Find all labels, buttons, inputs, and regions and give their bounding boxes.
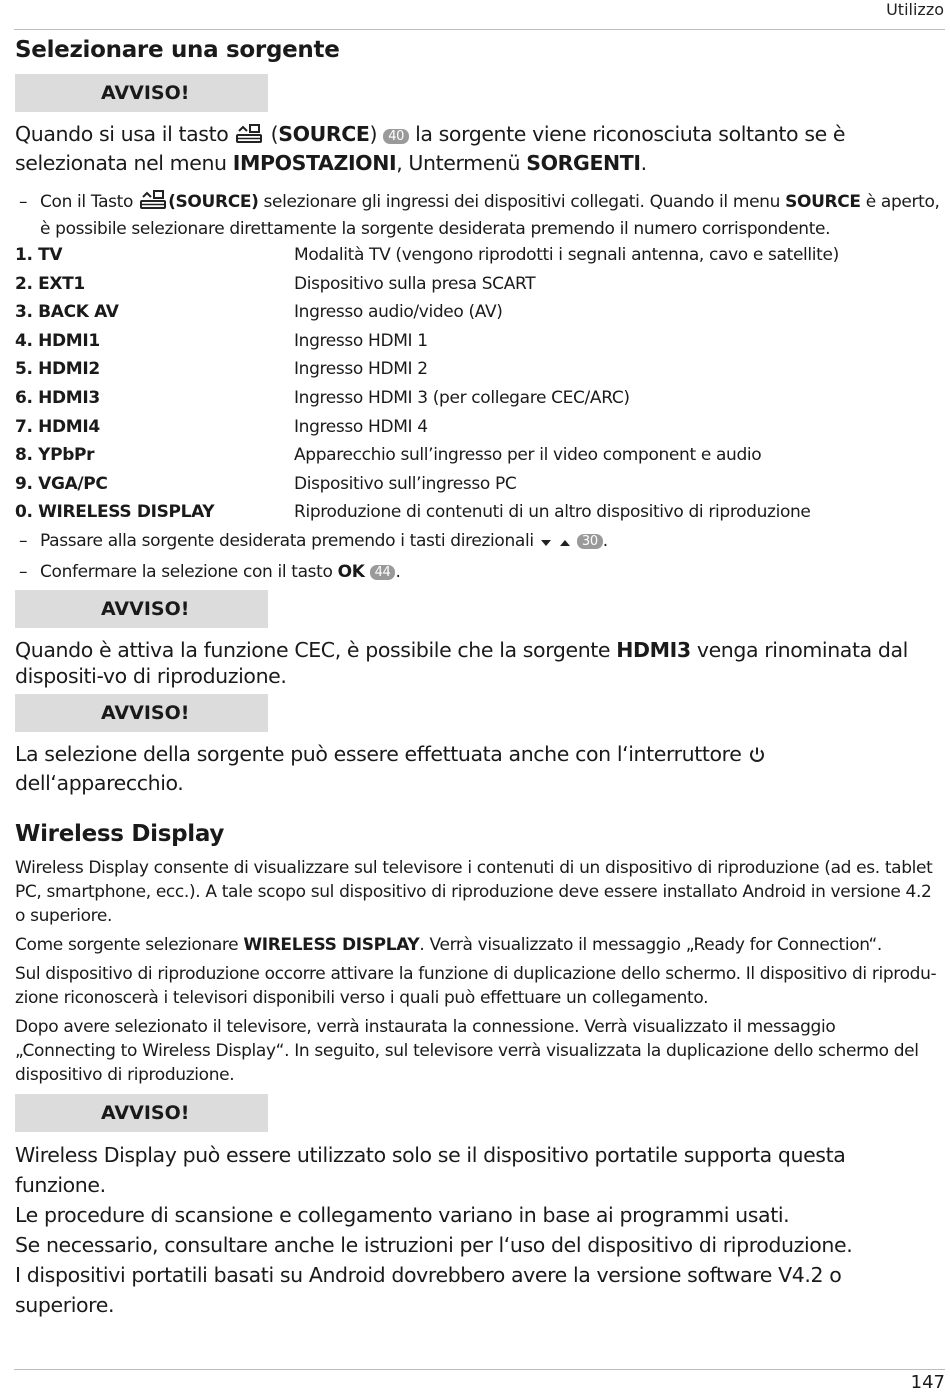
section-title-select-source: Selezionare una sorgente: [15, 37, 340, 63]
paragraph: Dopo avere selezionato il televisore, verrà instaurata la connessione. Verrà visualizzato il messaggio „Connecting to Wireless Display“. In seguito, sul televisore verrà visualizzata la duplicazione dello schermo del dispositivo di riproduzione.: [15, 1016, 919, 1085]
arrow-down-icon: [539, 530, 553, 558]
notice-line: Le procedure di scansione e collegamento variano in base ai programmi usati.: [15, 1202, 790, 1227]
notice-line: Se necessario, consultare anche le istruzioni per l‘uso del dispositivo di riproduzione.: [15, 1232, 853, 1257]
paragraph: Wireless Display consente di visualizzare sul televisore i contenuti di un dispositivo di riproduzione (ad es. tablet PC, smartphone, ecc.). A tale scopo sul dispositivo di riproduzione deve essere installato Android in versione 4.2 o superiore.: [15, 857, 933, 926]
paragraph: Come sorgente selezionare WIRELESS DISPLAY. Verrà visualizzato il messaggio „Ready for Connection“.: [15, 934, 882, 955]
instruction-item: – Con il Tasto (SOURCE) selezionare gli ingressi dei dispositivi collegati. Quando il menu SOURCE è aperto, è possibile selezionare direttamente la sorgente desiderata premendo il numero corrispondente.: [19, 192, 940, 239]
power-icon: [748, 744, 766, 770]
notice-text: Quando è attiva la funzione CEC, è possibile che la sorgente HDMI3 venga rinominata dal dispositi-vo di riproduzione.: [15, 637, 908, 688]
page-content: [15, 34, 940, 1320]
paragraph: Sul dispositivo di riproduzione occorre attivare la funzione di duplicazione dello schermo. Il dispositivo di riprodu-zione riconoscerà i televisori disponibili verso i quali può effettuare un collegamento.: [15, 963, 937, 1008]
arrow-up-icon: [558, 530, 572, 558]
button-ref-30: 30: [577, 534, 603, 549]
notice-line: I dispositivi portatili basati su Android dovrebbero avere la versione software V4.2 o superiore.: [15, 1262, 842, 1317]
source-icon: [138, 190, 168, 217]
notice-label: AVVISO!: [15, 74, 268, 112]
source-icon: [234, 124, 264, 150]
source-row: 7. HDMI4 Ingresso HDMI 4: [15, 416, 428, 437]
notice-line: Wireless Display può essere utilizzato solo se il dispositivo portatile supporta questa funzione.: [15, 1142, 846, 1197]
source-row: 1. TV Modalità TV (vengono riprodotti i segnali antenna, cavo e satellite): [15, 245, 839, 265]
notice-text: La selezione della sorgente può essere effettuata anche con l‘interruttore dell‘apparecchio.: [15, 741, 940, 796]
button-ref-40: 40: [383, 129, 409, 144]
source-row: 0. WIRELESS DISPLAY Riproduzione di contenuti di un altro dispositivo di riproduzione: [15, 502, 811, 523]
notice-text: Quando si usa il tasto (SOURCE) 40 la sorgente viene riconosciuta soltanto se è selezionata nel menu IMPOSTAZIONI, Untermenü SORGENTI.: [15, 122, 846, 175]
section-title-wireless-display: Wireless Display: [15, 820, 225, 847]
source-row: 6. HDMI3 Ingresso HDMI 3 (per collegare CEC/ARC): [15, 387, 630, 408]
notice-label: AVVISO!: [15, 590, 268, 628]
step-navigate: – Passare alla sorgente desiderata premendo i tasti direzionali 30 .: [15, 527, 940, 558]
source-row: 9. VGA/PC Dispositivo sull’ingresso PC: [15, 473, 517, 494]
source-row: 3. BACK AV Ingresso audio/video (AV): [15, 302, 503, 323]
source-list: [15, 241, 940, 527]
source-row: 2. EXT1 Dispositivo sulla presa SCART: [15, 273, 536, 294]
step-confirm: – Confermare la selezione con il tasto OK 44 .: [19, 561, 401, 582]
notice-label: AVVISO!: [15, 694, 268, 732]
source-row: 8. YPbPr Apparecchio sull’ingresso per il video component e audio: [15, 445, 762, 466]
button-ref-44: 44: [370, 565, 396, 580]
notice-label: AVVISO!: [15, 1094, 268, 1132]
source-row: 5. HDMI2 Ingresso HDMI 2: [15, 359, 428, 380]
top-divider: [14, 29, 945, 30]
page-number: 147: [910, 1372, 945, 1393]
section-header: Utilizzo: [886, 0, 944, 19]
bottom-divider: [14, 1369, 945, 1370]
source-row: 4. HDMI1 Ingresso HDMI 1: [15, 330, 428, 351]
